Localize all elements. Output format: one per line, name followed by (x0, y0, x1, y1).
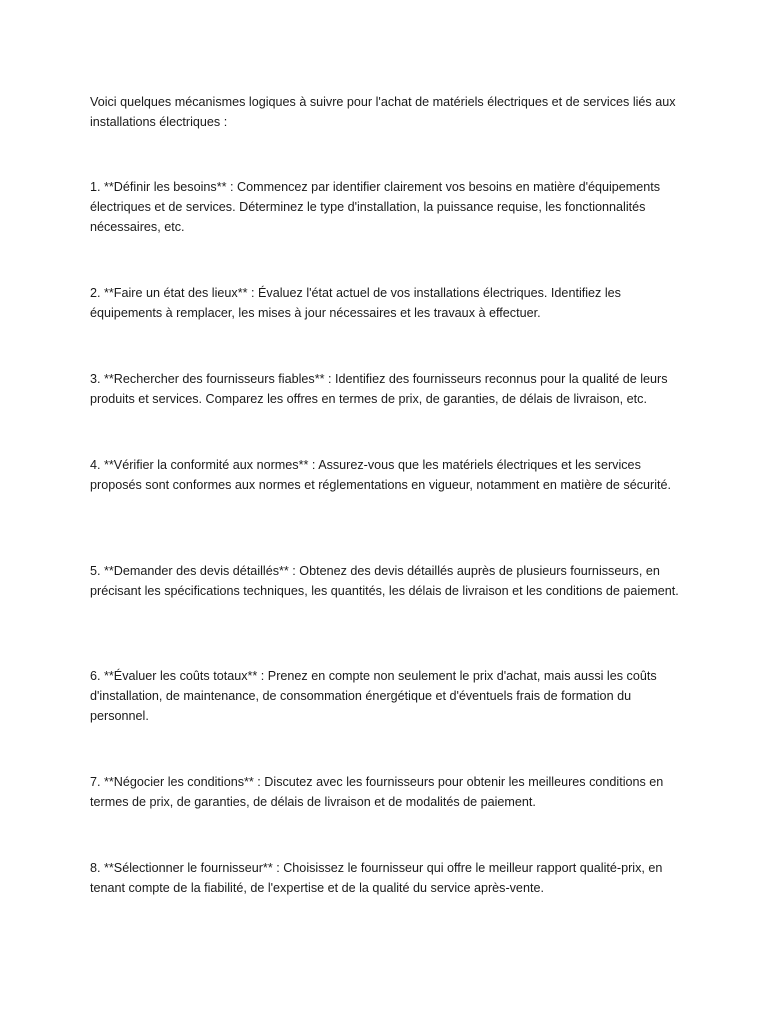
list-item-2: 2. **Faire un état des lieux** : Évaluez l'état actuel de vos installations électriques. Identifiez les équipements à remplacer, les mises à jour nécessaires et les travaux à effectuer. (90, 286, 621, 320)
list-item-1: 1. **Définir les besoins** : Commencez par identifier clairement vos besoins en matière d'équipements électriques et de services. Déterminez le type d'installation, la puissance requise, les fonctionnalités nécessaires, etc. (90, 180, 661, 234)
list-item-6: 6. **Évaluer les coûts totaux** : Prenez en compte non seulement le prix d'achat, mais aussi les coûts d'installation, de maintenance, de consommation énergétique et d'éventuels frais de formation du personnel. (90, 669, 657, 723)
intro-paragraph: Voici quelques mécanismes logiques à suivre pour l'achat de matériels électriques et de services liés aux installations électriques : (90, 95, 676, 129)
list-item-5: 5. **Demander des devis détaillés** : Obtenez des devis détaillés auprès de plusieurs fournisseurs, en précisant les spécifications techniques, les quantités, les délais de livraison et les conditions de paiement. (90, 564, 679, 598)
list-item-3: 3. **Rechercher des fournisseurs fiables** : Identifiez des fournisseurs reconnus pour la qualité de leurs produits et services. Comparez les offres en termes de prix, de garanties, de délais de livraison, etc. (90, 372, 668, 406)
list-item-4: 4. **Vérifier la conformité aux normes** : Assurez-vous que les matériels électriques et les services proposés sont conformes aux normes et réglementations en vigueur, notamment en matière de sécurité. (90, 458, 672, 492)
list-item-8: 8. **Sélectionner le fournisseur** : Choisissez le fournisseur qui offre le meilleur rapport qualité-prix, en tenant compte de la fiabilité, de l'expertise et de la qualité du service après-vente. (90, 861, 663, 895)
list-item-7: 7. **Négocier les conditions** : Discutez avec les fournisseurs pour obtenir les meilleures conditions en termes de prix, de garanties, de délais de livraison et de modalités de paiement. (90, 775, 664, 809)
